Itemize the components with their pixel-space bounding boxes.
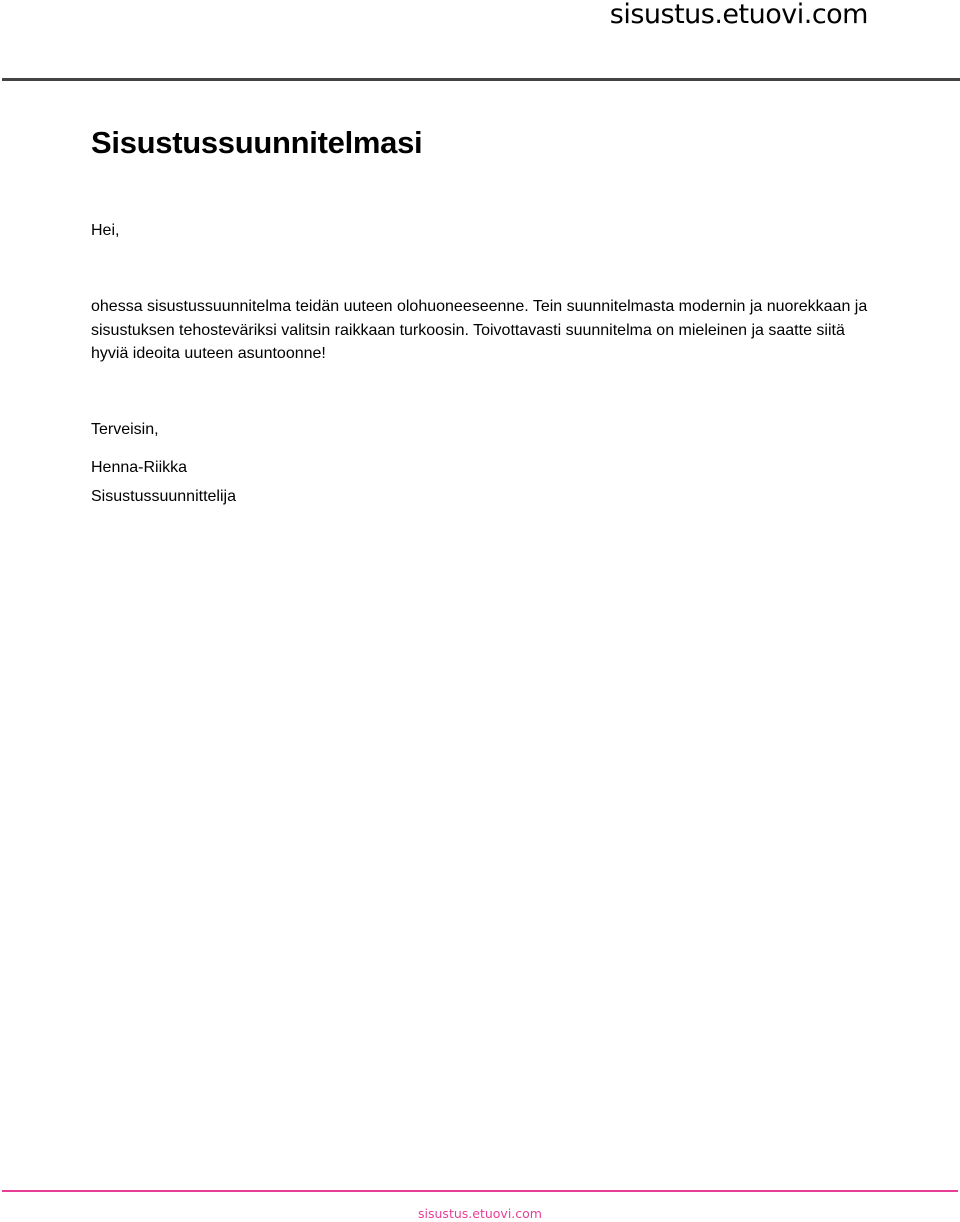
body-paragraph: ohessa sisustussuunnitelma teidän uuteen olohuoneeseenne. Tein suunnitelmasta modernin ja nuorekkaan ja sisustuksen tehosteväriksi valitsin raikkaan turkoosin. Toivottavasti suunnitelma on mieleinen ja saatte siitä hyviä ideoita uuteen asuntoonne! xyxy=(91,298,868,362)
greeting-text: Hei, xyxy=(91,222,120,239)
page-title: Sisustussuunnitelmasi xyxy=(91,125,423,160)
footer-divider xyxy=(2,1190,958,1192)
signer-title: Sisustussuunnittelija xyxy=(91,488,236,505)
closing-text: Terveisin, xyxy=(91,421,159,438)
header-divider xyxy=(2,78,960,81)
footer-text: sisustus.etuovi.com xyxy=(418,1206,542,1221)
signer-name: Henna-Riikka xyxy=(91,459,188,476)
header-logo-text: sisustus.etuovi.com xyxy=(609,0,868,30)
